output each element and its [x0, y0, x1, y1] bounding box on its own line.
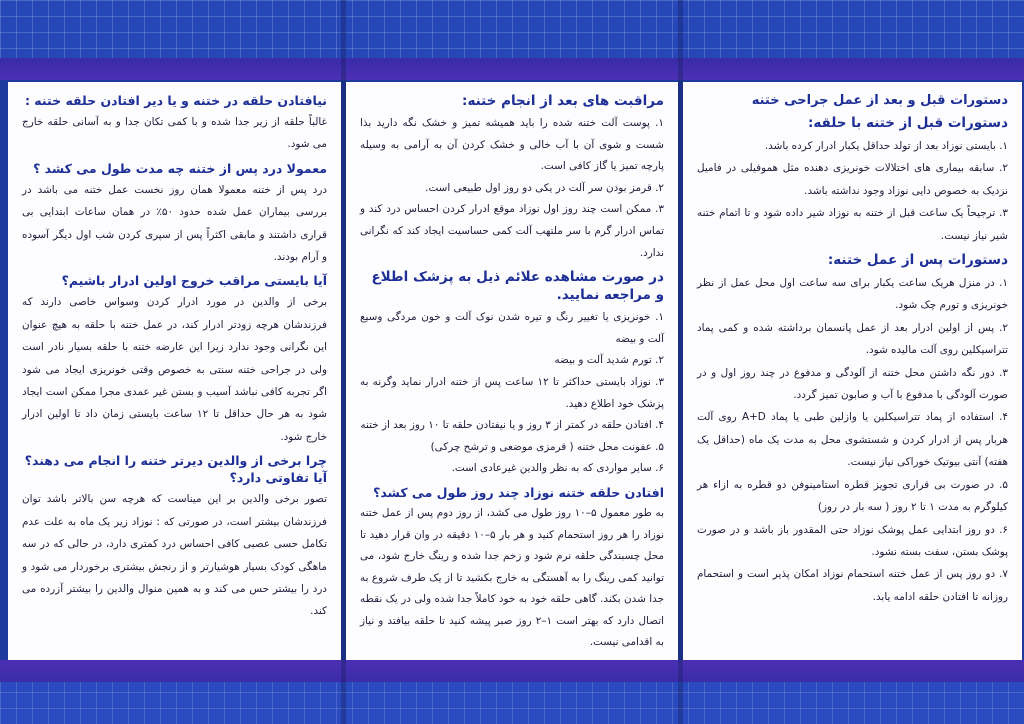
- left-panel: [8, 82, 341, 660]
- delayed-circumcision-heading: چرا برخی از والدین دیرتر ختنه را انجام می دهند؟ آیا تفاوتی دارد؟: [24, 453, 327, 486]
- list-item: ۱. پوست آلت ختنه شده را باید همیشه تمیز و خشک نگه دارید بذا شست و شوی آن با آب خالی و خشک کردن آن به آرامی به وسیله پارچه تمیز یا گاز کافی است.: [360, 117, 664, 173]
- list-item: ۵. عفونت محل ختنه ( قرمزی موضعی و ترشح چرکی): [430, 440, 664, 453]
- list-item: ۲. تورم شدید آلت و بیضه: [554, 354, 664, 367]
- list-item: ۷. دو روز پس از عمل ختنه استحمام نوزاد امکان پذیر است و استحمام روزانه تا افتادن حلقه ادامه یابد.: [697, 568, 1008, 603]
- ring-duration-heading: افتادن حلقه ختنه نوزاد چند روز طول می کشد؟: [373, 484, 664, 500]
- delayed-circumcision-text: تصور برخی والدین بر این میناست که هرچه سن بالاتر باشد توان فرزندشان بیشتر است، در صورتی که : نوزاد زیر یک ماه به علت عدم تکامل حسی عصبی کافی احساس درد کمتری دارد، در حالی که در سه ماهگی کودک بسیار هوشیارتر و از رنجش بیشتری برخوردار می شود و درد را بیشتر حس می کند و به همین منوال والدین را بیشتر آزرده می کند.: [22, 493, 327, 618]
- list-item: ۵. در صورت بی قراری تجویز قطره استامینوفن دو قطره به ازاء هر کیلوگرم به مدت ۱ تا ۲ روز ( سه بار در روز): [697, 478, 1008, 514]
- list-item: ۶. دو روز ابتدایی عمل پوشک نوزاد حتی المقدور باز باشد و در صورت پوشک بستن، سفت بسته نشود.: [697, 523, 1008, 558]
- aftercare-heading: مراقبت های بعد از انجام ختنه:: [462, 93, 664, 109]
- footer-band: [0, 660, 1024, 724]
- list-item: ۱. خونریزی یا تغییر رنگ و تیره شدن نوک آلت و خون مردگی وسیع آلت و بیضه: [360, 311, 664, 345]
- after-circumcision-heading: دستورات پس از عمل ختنه:: [827, 252, 1008, 269]
- ring-not-falling-heading: نیافتادن حلقه در ختنه و یا دیر افتادن حلقه ختنه :: [24, 93, 327, 108]
- list-item: ۳. ممکن است چند روز اول نوزاد موقع ادرار کردن احساس درد کند و تماس ادرار گرم با سر ملتهب آلت کمی حساسیت ایجاد کند که نگرانی ندارد.: [360, 203, 664, 259]
- warning-signs-heading: در صورت مشاهده علائم ذیل به پزشک اطلاع و مراجعه نمایید.: [371, 269, 664, 304]
- list-item: ۲. قرمز بودن سر آلت در یکی دو روز اول طبیعی است.: [425, 181, 664, 194]
- list-item: ۳. ترجیحاً یک ساعت قبل از ختنه به نوزاد شیر داده شود و تا اتمام ختنه شیر نیاز نیست.: [697, 207, 1008, 242]
- header-band: [0, 0, 1024, 80]
- list-item: ۶. سایر مواردی که به نظر والدین غیرعادی است.: [451, 462, 664, 475]
- ring-not-falling-text: غالباً حلقه از زیر جدا شده و با کمی تکان جدا و به آسانی حلقه خارج می شود.: [22, 116, 327, 151]
- ring-duration-text: به طور معمول ۵–۱۰ روز طول می کشد، از روز دوم پس از عمل ختنه نوزاد را هر روز استحمام کنید و هر بار ۵–۱۰ دقیقه در وان قرار دهید تا محل چسبندگی حلقه نرم شود و زخم جدا شده و رینگ خارج شود، می توانید کمی رینگ را به آهستگی به خارج بکشید تا از یک طرف شروع به جدا شدن بکند. گاهی حلقه خود به خود کاملاً جدا شده ولی در یک نقطه اتصال دارد که بهتر است ۱–۲ روز صبر پیشه کنید تا حلقه بیافتد و نیاز به اقدامی نیست.: [360, 506, 665, 649]
- list-item: ۲. پس از اولین ادرار بعد از عمل پانسمان برداشته شده و کمی پماد تتراسیکلین روی آلت مالیده شود.: [697, 321, 1008, 357]
- brochure-title: دستورات قبل و بعد از عمل جراحی ختنه: [751, 93, 1008, 108]
- list-item: ۳. دور نگه داشتن محل ختنه از آلودگی و مدفوع در چند روز اول و در صورت آلودگی با مدفوع با آب و صابون تمیز گردد.: [697, 366, 1008, 402]
- list-item: ۴. استفاده از پماد تتراسیکلین یا وازلین طبی یا پماد A+D روی آلت هربار پس از ادرار کردن و شستشوی محل به مدت یک ماه (حداقل یک هفته) آنتی بیوتیک خوراکی نیاز نیست.: [697, 411, 1009, 469]
- pain-duration-text: درد پس از ختنه معمولا همان روز نخست عمل ختنه می باشد در بررسی بیماران عمل شده حدود ۵۰٪ در همان ساعات ابتدایی بی قراری داشتند و مابقی اکثراً پس از سپری کردن شب اول دیگر آسوده و آرام بودند.: [22, 183, 328, 264]
- first-urination-text: برخی از والدین در مورد ادرار کردن وسواس خاصی دارند که فرزندشان هرچه زودتر ادرار کند، در عمل ختنه با حلقه به هیچ عنوان این نگرانی وجود ندارد زیرا این عارضه ختنه با حلقه بسیار نادر است ولی در جراحی ختنه سنتی به خصوص وقتی خونریزی ایجاد می شود اگر تجربه کافی نباشد آسیب و بستن غیر عمدی مجرا ممکن است ایجاد شود به هر حال حداقل تا ۱۲ ساعت بایستی زمان داد تا اولین ادرار خارج شود.: [22, 296, 327, 443]
- list-item: ۱. در منزل هریک ساعت یکبار برای سه ساعت اول محل عمل از نظر خونریزی و تورم چک شود.: [697, 277, 1008, 312]
- middle-panel: [346, 82, 678, 660]
- list-item: ۱. بایستی نوزاد بعد از تولد حداقل یکبار ادرار کرده باشد.: [764, 140, 1008, 152]
- pain-duration-heading: معمولا درد پس از ختنه چه مدت طول می کشد ؟: [33, 160, 327, 176]
- before-circumcision-heading: دستورات قبل از ختنه با حلقه:: [807, 115, 1008, 131]
- first-urination-heading: آیا بایستی مراقب خروج اولین ادرار باشیم؟: [61, 273, 327, 289]
- right-panel: [683, 82, 1022, 660]
- list-item: ۲. سابقه بیماری های اختلالات خونریزی دهنده مثل هموفیلی در فامیل نزدیک به خصوص دایی نوزاد وجود نداشته باشد.: [697, 162, 1008, 197]
- list-item: ۴. افتادن حلقه در کمتر از ۳ روز و یا نیفتادن حلقه تا ۱۰ روز بعد از ختنه: [360, 419, 664, 432]
- list-item: ۳. نوزاد بایستی حداکثر تا ۱۲ ساعت پس از ختنه ادرار نماید وگرنه به پزشک خود اطلاع دهید.: [360, 375, 664, 410]
